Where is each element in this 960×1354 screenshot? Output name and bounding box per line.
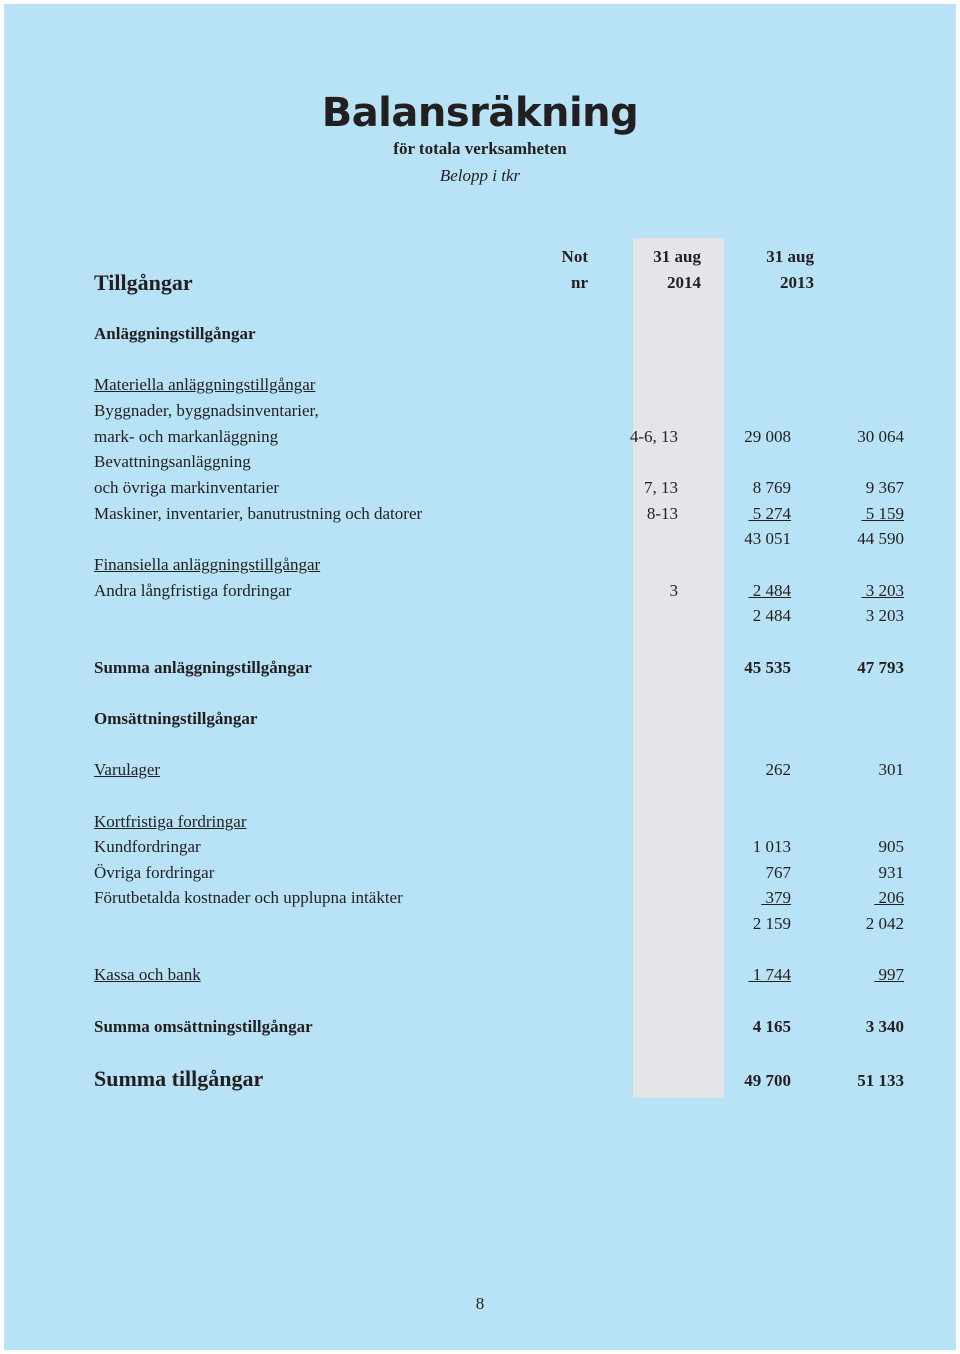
row-label: Övriga fordringar	[94, 863, 215, 882]
row-label: Kassa och bank	[94, 965, 201, 984]
row-label: Förutbetalda kostnader och upplupna intäkter	[94, 888, 403, 907]
row-label: Byggnader, byggnadsinventarier,	[94, 401, 319, 420]
year2-header-line2: 2013	[780, 273, 814, 292]
row-current-assets-heading	[94, 707, 934, 731]
table-row	[94, 399, 934, 423]
row-label: mark- och markanläggning	[94, 427, 279, 446]
row-label: Maskiner, inventarier, banutrustning och datorer	[94, 504, 423, 523]
row-label: Kundfordringar	[94, 837, 201, 856]
subtotal-row	[94, 604, 934, 628]
row-label: Andra långfristiga fordringar	[94, 581, 292, 600]
row-label: Summa anläggningstillgångar	[94, 658, 312, 677]
row-value-2014: 1 013	[752, 837, 791, 856]
row-note: 4-6, 13	[629, 427, 678, 446]
row-value-2013: 301	[878, 760, 904, 779]
row-value-2013: 997	[874, 965, 904, 984]
row-value-2014: 262	[765, 760, 791, 779]
row-label: Omsättningstillgångar	[94, 709, 258, 728]
row-value-2013: 206	[874, 888, 904, 907]
row-value-2013: 2 042	[865, 914, 904, 933]
row-value-2014: 379	[761, 888, 791, 907]
row-label: Materiella anläggningstillgångar	[94, 375, 316, 394]
row-value-2013: 44 590	[857, 529, 904, 548]
total-row-current-assets	[94, 1015, 934, 1039]
row-value-2013: 51 133	[857, 1071, 904, 1090]
row-label: Bevattningsanläggning	[94, 452, 251, 471]
table-row	[94, 425, 934, 449]
page-number: 8	[475, 1294, 485, 1313]
row-label: Varulager	[94, 760, 161, 779]
row-value-2013: 905	[878, 837, 904, 856]
row-label: Kortfristiga fordringar	[94, 812, 247, 831]
row-financial-heading	[94, 553, 934, 577]
row-label: och övriga markinventarier	[94, 478, 280, 497]
row-label: Summa tillgångar	[94, 1066, 264, 1091]
row-value-2014: 45 535	[744, 658, 791, 677]
table-row	[94, 476, 934, 500]
row-tangible-heading	[94, 373, 934, 397]
row-value-2014: 43 051	[744, 529, 791, 548]
table-row	[94, 579, 934, 603]
year1-header-line2: 2014	[667, 273, 701, 292]
row-value-2014: 5 274	[748, 504, 791, 523]
grand-total-row	[94, 1064, 934, 1094]
page-subtitle: för totala verksamheten	[393, 139, 567, 158]
table-row	[94, 758, 934, 782]
note-header-line1: Not	[561, 247, 588, 266]
subtotal-row	[94, 527, 934, 551]
row-value-2014: 4 165	[752, 1017, 791, 1036]
row-value-2014: 49 700	[744, 1071, 791, 1090]
row-label: Anläggningstillgångar	[94, 324, 256, 343]
row-label: Summa omsättningstillgångar	[94, 1017, 313, 1036]
row-value-2014: 29 008	[744, 427, 791, 446]
row-value-2013: 3 203	[861, 581, 904, 600]
row-value-2013: 5 159	[861, 504, 904, 523]
table-row	[94, 886, 934, 910]
table-row	[94, 450, 934, 474]
row-note: 3	[669, 581, 678, 600]
row-value-2014: 8 769	[752, 478, 791, 497]
row-value-2013: 47 793	[857, 658, 904, 677]
table-row	[94, 963, 934, 987]
year2-header-line1: 31 aug	[766, 247, 814, 266]
row-value-2014: 2 159	[752, 914, 791, 933]
row-fixed-assets-heading	[94, 322, 934, 346]
table-row	[94, 861, 934, 885]
row-value-2013: 30 064	[857, 427, 904, 446]
total-row-fixed-assets	[94, 656, 934, 680]
row-value-2014: 2 484	[752, 606, 791, 625]
row-label: Finansiella anläggningstillgångar	[94, 555, 321, 574]
row-value-2014: 1 744	[748, 965, 791, 984]
subtotal-row	[94, 912, 934, 936]
report-page	[4, 4, 956, 1350]
row-value-2014: 2 484	[748, 581, 791, 600]
row-value-2013: 3 340	[865, 1017, 904, 1036]
row-value-2013: 9 367	[865, 478, 904, 497]
year1-header-line1: 31 aug	[653, 247, 701, 266]
row-value-2013: 931	[878, 863, 904, 882]
table-row	[94, 502, 934, 526]
unit-note: Belopp i tkr	[439, 166, 521, 185]
row-value-2014: 767	[765, 863, 791, 882]
row-note: 8-13	[646, 504, 678, 523]
row-note: 7, 13	[644, 478, 678, 497]
row-value-2013: 3 203	[865, 606, 904, 625]
page-title: Balansräkning	[321, 90, 639, 136]
note-header-line2: nr	[571, 273, 588, 292]
table-row	[94, 835, 934, 859]
section-title-assets: Tillgångar	[94, 270, 193, 295]
row-receivables-heading	[94, 810, 934, 834]
